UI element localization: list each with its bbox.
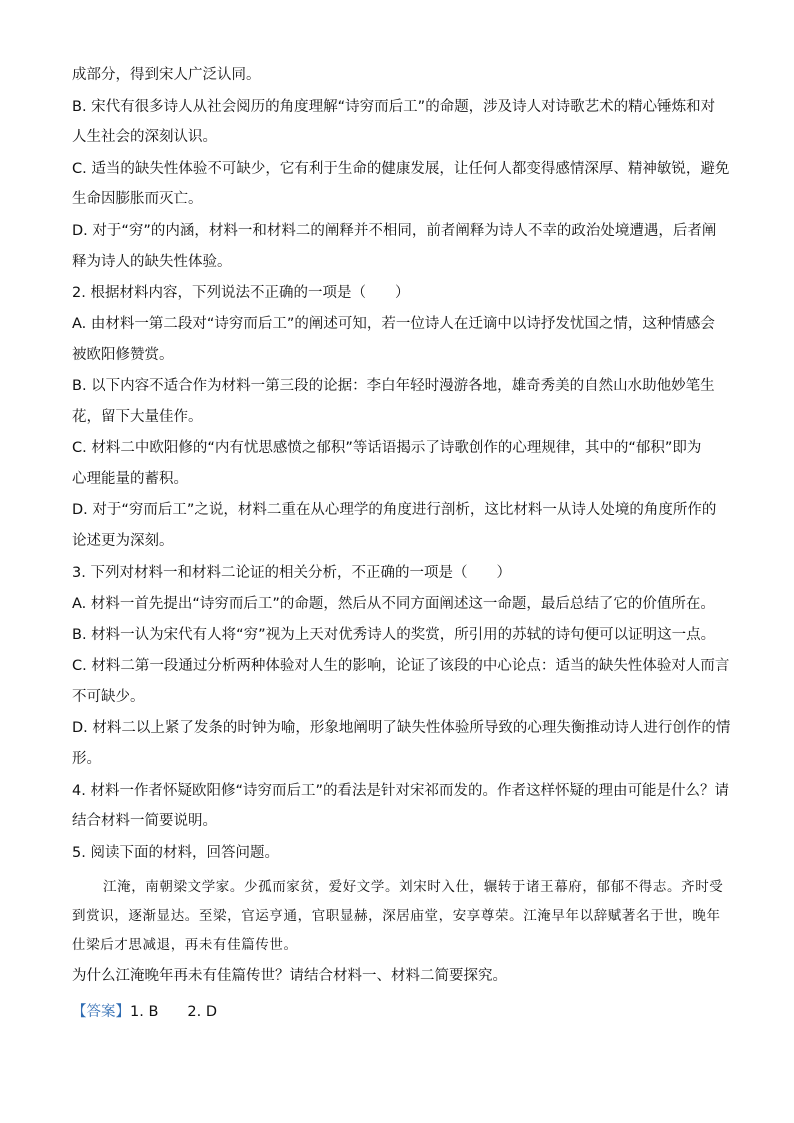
text-line: C. 材料二第一段通过分析两种体验对人生的影响，论证了该段的中心论点：适当的缺失性体验对人而言 [72,658,730,674]
question-stem: 2. 根据材料内容，下列说法不正确的一项是（ ） [72,285,410,301]
question-stem: 3. 下列对材料一和材料二论证的相关分析，不正确的一项是（ ） [72,565,511,581]
text-line: 形。 [72,751,101,767]
question-stem: 5. 阅读下面的材料，回答问题。 [72,845,279,861]
text-line: 心理能量的蓄积。 [72,471,188,487]
text-line: 成部分，得到宋人广泛认同。 [72,67,261,83]
answer-text: 1. B 2. D [130,1004,217,1020]
text-line: B. 材料一认为宋代有人将“穷”视为上天对优秀诗人的奖赏，所引用的苏轼的诗句便可以证明这一点。 [72,627,716,643]
text-line: 被欧阳修赞赏。 [72,347,174,363]
text-line: D. 对于“穷而后工”之说，材料二重在从心理学的角度进行剖析，这比材料一从诗人处境的角度所作的 [72,502,717,518]
text-line: 论述更为深刻。 [72,533,174,549]
answer-tag: 【答案】 [72,1004,130,1020]
text-line: 花，留下大量佳作。 [72,409,203,425]
text-line: 结合材料一简要说明。 [72,813,217,829]
text-line: B. 宋代有很多诗人从社会阅历的角度理解“诗穷而后工”的命题，涉及诗人对诗歌艺术的精心锤炼和对 [72,99,716,115]
text-line: C. 材料二中欧阳修的“内有忧思感愤之郁积”等话语揭示了诗歌创作的心理规律，其中的“郁积”即为 [72,440,702,456]
text-line: 人生社会的深刻认识。 [72,129,217,145]
question-stem: 4. 材料一作者怀疑欧阳修“诗穷而后工”的看法是针对宋祁而发的。作者这样怀疑的理由可能是什么？请 [72,783,729,799]
text-line: 不可缺少。 [72,689,145,705]
text-line: 生命因膨胀而灭亡。 [72,191,203,207]
text-line: 释为诗人的缺失性体验。 [72,254,232,270]
text-line: D. 对于“穷”的内涵，材料一和材料二的阐释并不相同，前者阐释为诗人不幸的政治处境遭遇，后者阐 [72,223,717,239]
text-line: B. 以下内容不适合作为材料一第三段的论据：李白年轻时漫游各地，雄奇秀美的自然山水助他妙笔生 [72,378,715,394]
passage-line: 到赏识，逐渐显达。至梁，官运亨通，官职显赫，深居庙堂，安享尊荣。江淹早年以辞赋著名于世，晚年 [72,908,721,924]
passage-line: 江淹，南朝梁文学家。少孤而家贫，爱好文学。刘宋时入仕，辗转于诸王幕府，郁郁不得志。齐时受 [103,879,724,895]
text-line: A. 由材料一第二段对“诗穷而后工”的阐述可知，若一位诗人在迁谪中以诗抒发忧国之情，这种情感会 [72,316,715,332]
text-line: C. 适当的缺失性体验不可缺少，它有利于生命的健康发展，让任何人都变得感情深厚、精神敏锐，避免 [72,161,730,177]
question-text: 为什么江淹晚年再未有佳篇传世？请结合材料一、材料二简要探究。 [72,968,507,984]
passage-line: 仕梁后才思减退，再未有佳篇传世。 [72,937,298,953]
text-line: D. 材料二以上紧了发条的时钟为喻，形象地阐明了缺失性体验所导致的心理失衡推动诗人进行创作的情 [72,720,731,736]
answer-line [72,1002,217,1022]
text-line: A. 材料一首先提出“诗穷而后工”的命题，然后从不同方面阐述这一命题，最后总结了它的价值所在。 [72,596,715,612]
